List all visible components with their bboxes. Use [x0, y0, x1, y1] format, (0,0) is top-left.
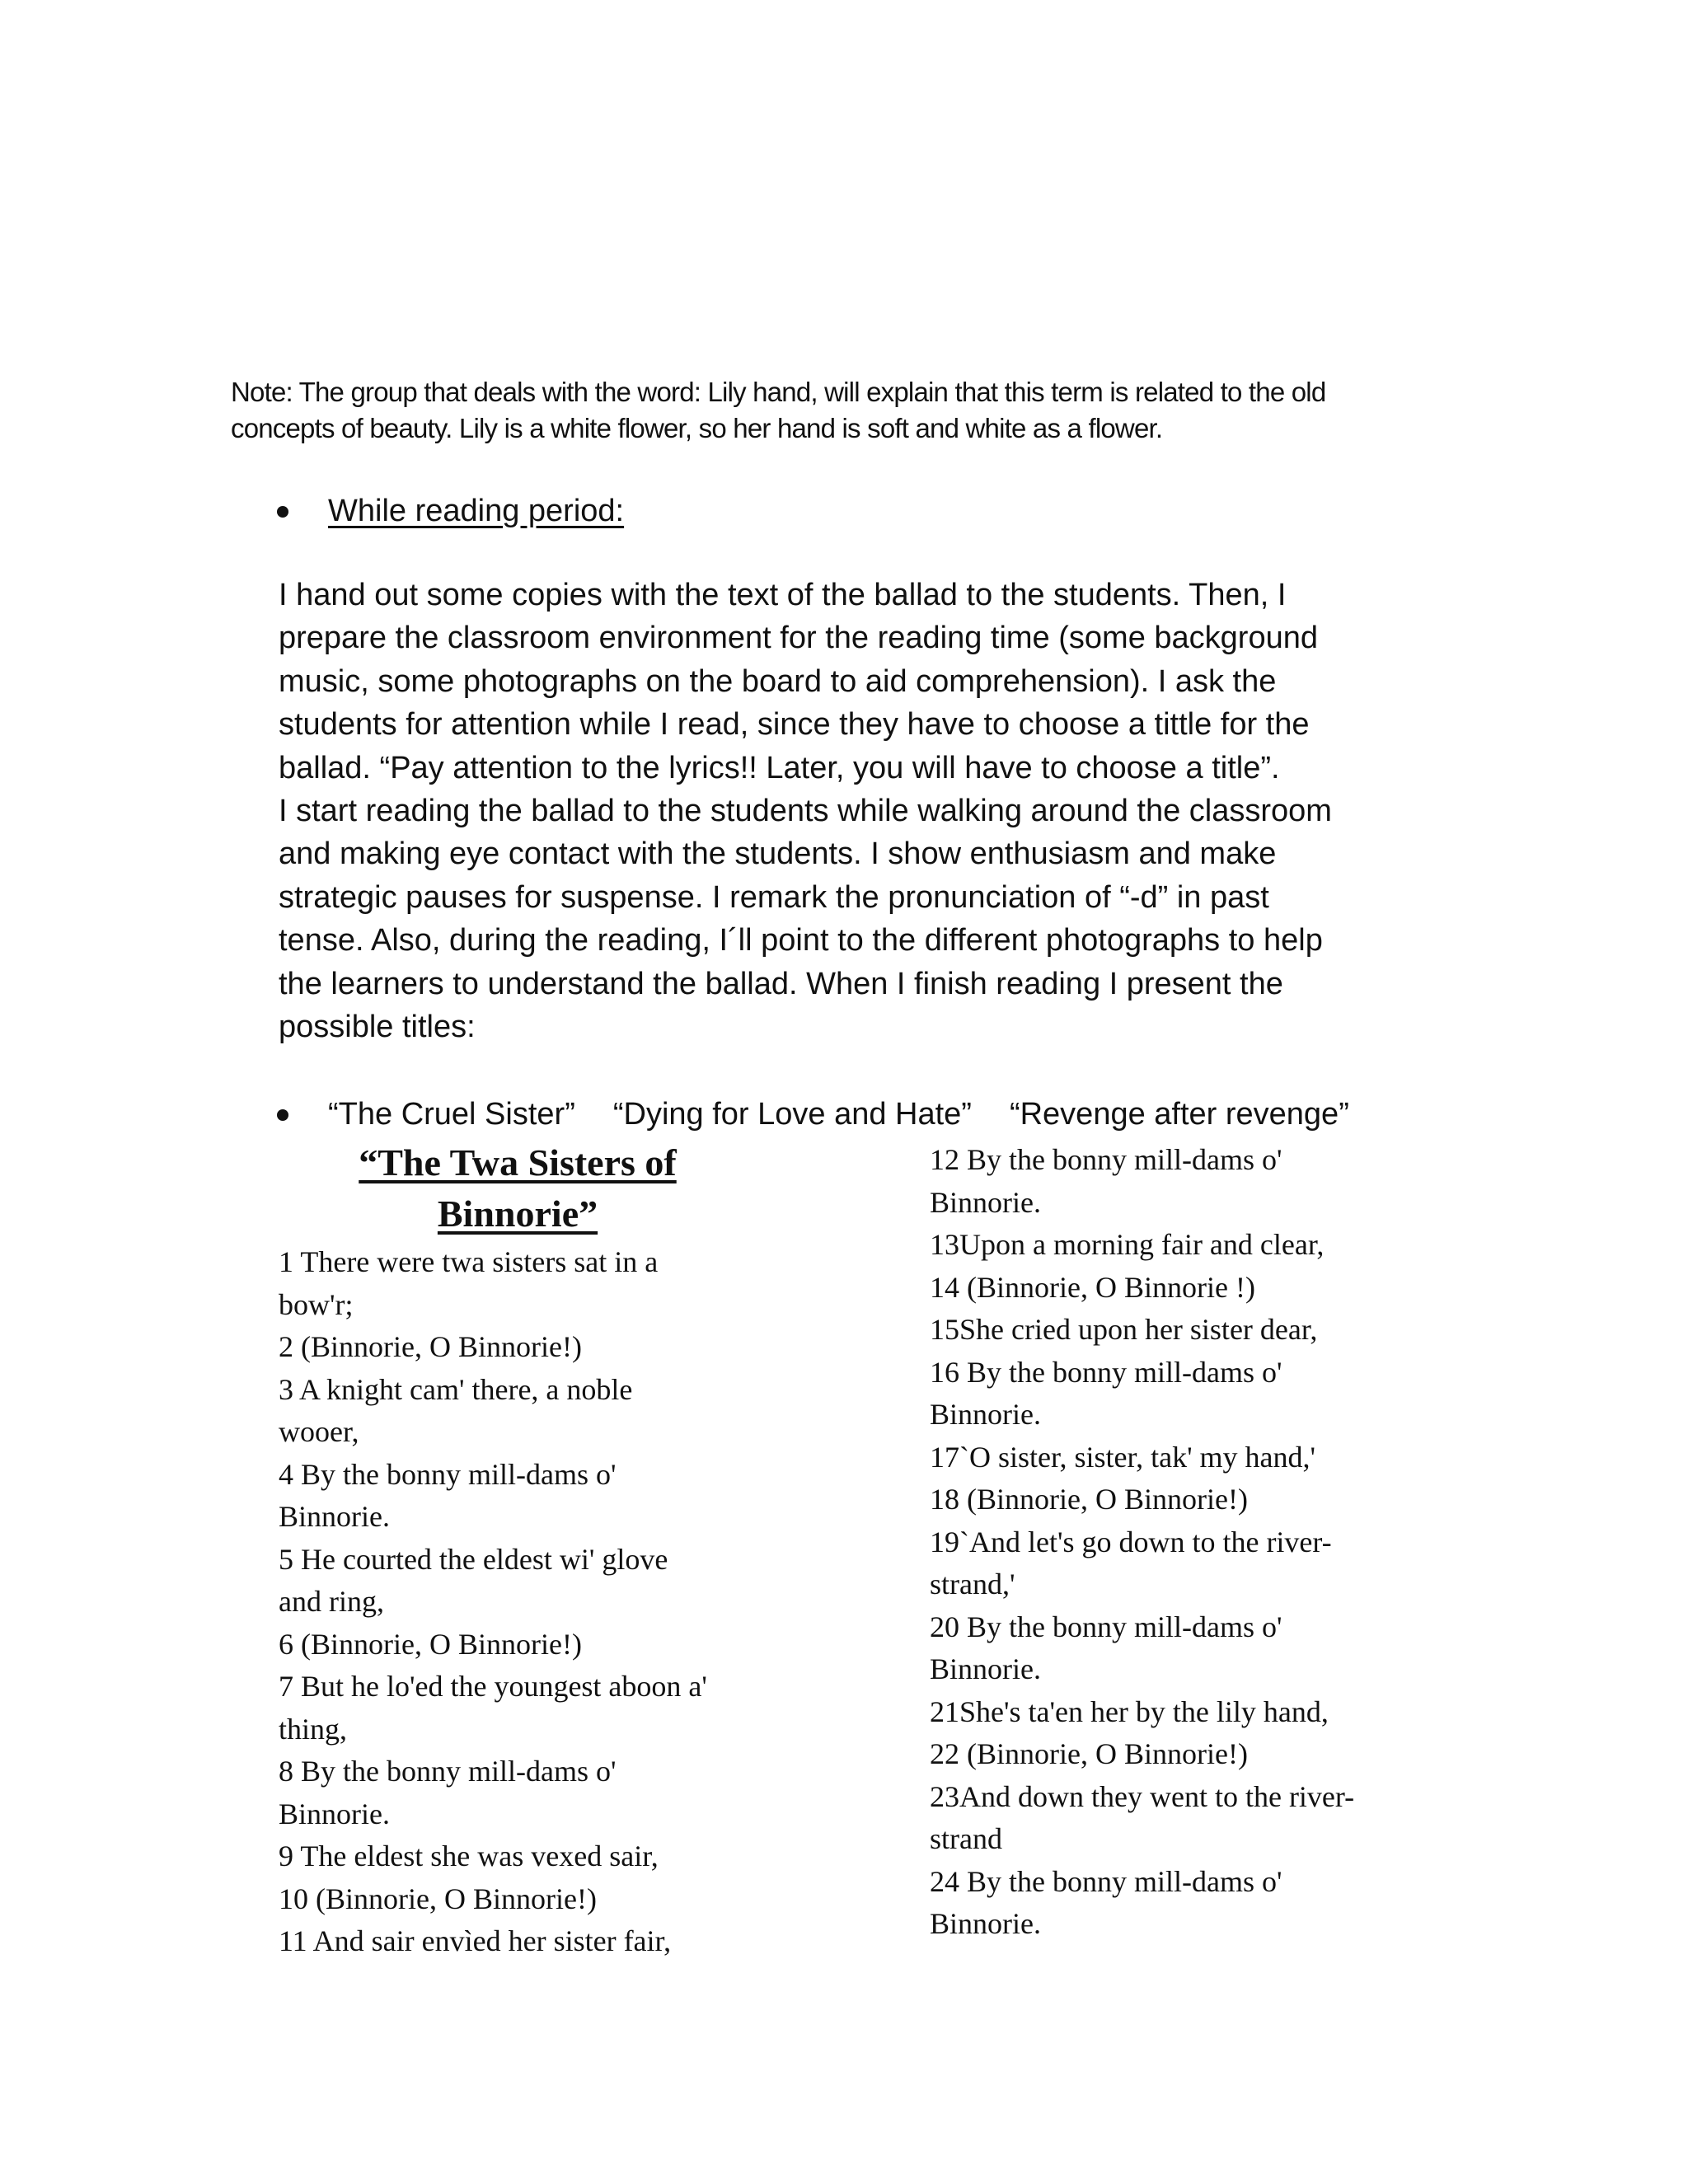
paragraph-line: strategic pauses for suspense. I remark the pronunciation of “-d” in past	[279, 879, 1269, 915]
ballad-line: Binnorie.	[279, 1500, 390, 1533]
ballad-line: 19`And let's go down to the river-	[930, 1525, 1332, 1558]
note-line: Note: The group that deals with the word: Lily hand, will explain that this term is related to the old	[231, 377, 1326, 407]
ballad-line: 21She's ta'en her by the lily hand,	[930, 1694, 1329, 1728]
ballad-line: wooer,	[279, 1415, 359, 1448]
ballad-line: 18 (Binnorie, O Binnorie!)	[930, 1483, 1248, 1516]
ballad-line: Binnorie.	[930, 1907, 1041, 1940]
possible-title: “The Cruel Sister”	[328, 1097, 575, 1132]
ballad-line: Binnorie.	[930, 1398, 1041, 1431]
ballad-line: 2 (Binnorie, O Binnorie!)	[279, 1330, 582, 1363]
ballad-line: 12 By the bonny mill-dams o'	[930, 1143, 1282, 1176]
note-paragraph	[231, 374, 1451, 447]
while-reading-heading-text: While reading period:	[328, 494, 625, 528]
ballad-line: 11 And sair envìed her sister fair,	[279, 1924, 672, 1957]
ballad-line: 23And down they went to the river-	[930, 1779, 1355, 1813]
paragraph-line: and making eye contact with the students. I show enthusiasm and make	[279, 837, 1277, 872]
bullet-icon	[277, 506, 288, 518]
note-line: concepts of beauty. Lily is a white flower, so her hand is soft and white as a flower.	[231, 413, 1163, 443]
ballad-line: Binnorie.	[930, 1185, 1041, 1219]
ballad-title-line: “The Twa Sisters of	[359, 1141, 677, 1183]
ballad-line: 10 (Binnorie, O Binnorie!)	[279, 1882, 597, 1915]
ballad-line: 7 But he lo'ed the youngest aboon a'	[279, 1670, 707, 1703]
ballad-column-right	[930, 1139, 1457, 1946]
ballad-line: Binnorie.	[930, 1652, 1041, 1685]
paragraph-line: I hand out some copies with the text of the ballad to the students. Then, I	[279, 578, 1287, 612]
ballad-line: 13Upon a morning fair and clear,	[930, 1228, 1325, 1261]
ballad-line: 15She cried upon her sister dear,	[930, 1313, 1318, 1346]
ballad-line: 24 By the bonny mill-dams o'	[930, 1864, 1282, 1898]
while-reading-paragraph	[279, 574, 1449, 1048]
possible-title: “Revenge after revenge”	[1009, 1097, 1349, 1132]
ballad-line: 20 By the bonny mill-dams o'	[930, 1610, 1282, 1643]
ballad-line: 3 A knight cam' there, a noble	[279, 1372, 633, 1406]
ballad-line: 1 There were twa sisters sat in a	[279, 1245, 659, 1278]
ballad-line: thing,	[279, 1712, 348, 1746]
ballad-line: 22 (Binnorie, O Binnorie!)	[930, 1737, 1248, 1770]
possible-titles-text	[328, 1093, 1349, 1136]
ballad-line: strand,'	[930, 1568, 1015, 1601]
ballad-line: 17`O sister, sister, tak' my hand,'	[930, 1440, 1316, 1474]
ballad-line: 9 The eldest she was vexed sair,	[279, 1840, 659, 1872]
paragraph-line: prepare the classroom environment for the reading time (some background	[279, 621, 1318, 656]
ballad-line: bow'r;	[279, 1287, 354, 1321]
ballad-line: Binnorie.	[279, 1797, 390, 1830]
ballad-line: 6 (Binnorie, O Binnorie!)	[279, 1627, 582, 1661]
ballad-line: 5 He courted the eldest wi' glove	[279, 1542, 668, 1576]
ballad-column-left	[279, 1137, 790, 1963]
paragraph-line: students for attention while I read, since they have to choose a tittle for the	[279, 707, 1310, 743]
paragraph-line: ballad. “Pay attention to the lyrics!! Later, you will have to choose a title”.	[279, 750, 1280, 785]
ballad-title-line: Binnorie”	[437, 1193, 598, 1235]
ballad-line: 8 By the bonny mill-dams o'	[279, 1755, 617, 1788]
paragraph-line: tense. Also, during the reading, I´ll point to the different photographs to help	[279, 923, 1323, 958]
paragraph-line: the learners to understand the ballad. When I finish reading I present the	[279, 966, 1283, 1001]
ballad-line: strand	[930, 1822, 1002, 1855]
bullet-icon	[277, 1109, 288, 1121]
paragraph-line: possible titles:	[279, 1010, 476, 1045]
ballad-title	[295, 1137, 740, 1240]
ballad-line: 14 (Binnorie, O Binnorie !)	[930, 1270, 1255, 1304]
ballad-line: 16 By the bonny mill-dams o'	[930, 1355, 1282, 1389]
paragraph-line: I start reading the ballad to the students while walking around the classroom	[279, 794, 1332, 829]
ballad-line: 4 By the bonny mill-dams o'	[279, 1457, 617, 1491]
paragraph-line: music, some photographs on the board to aid comprehension). I ask the	[279, 663, 1277, 699]
ballad-line: and ring,	[279, 1585, 384, 1618]
possible-title: “Dying for Love and Hate”	[612, 1097, 972, 1132]
